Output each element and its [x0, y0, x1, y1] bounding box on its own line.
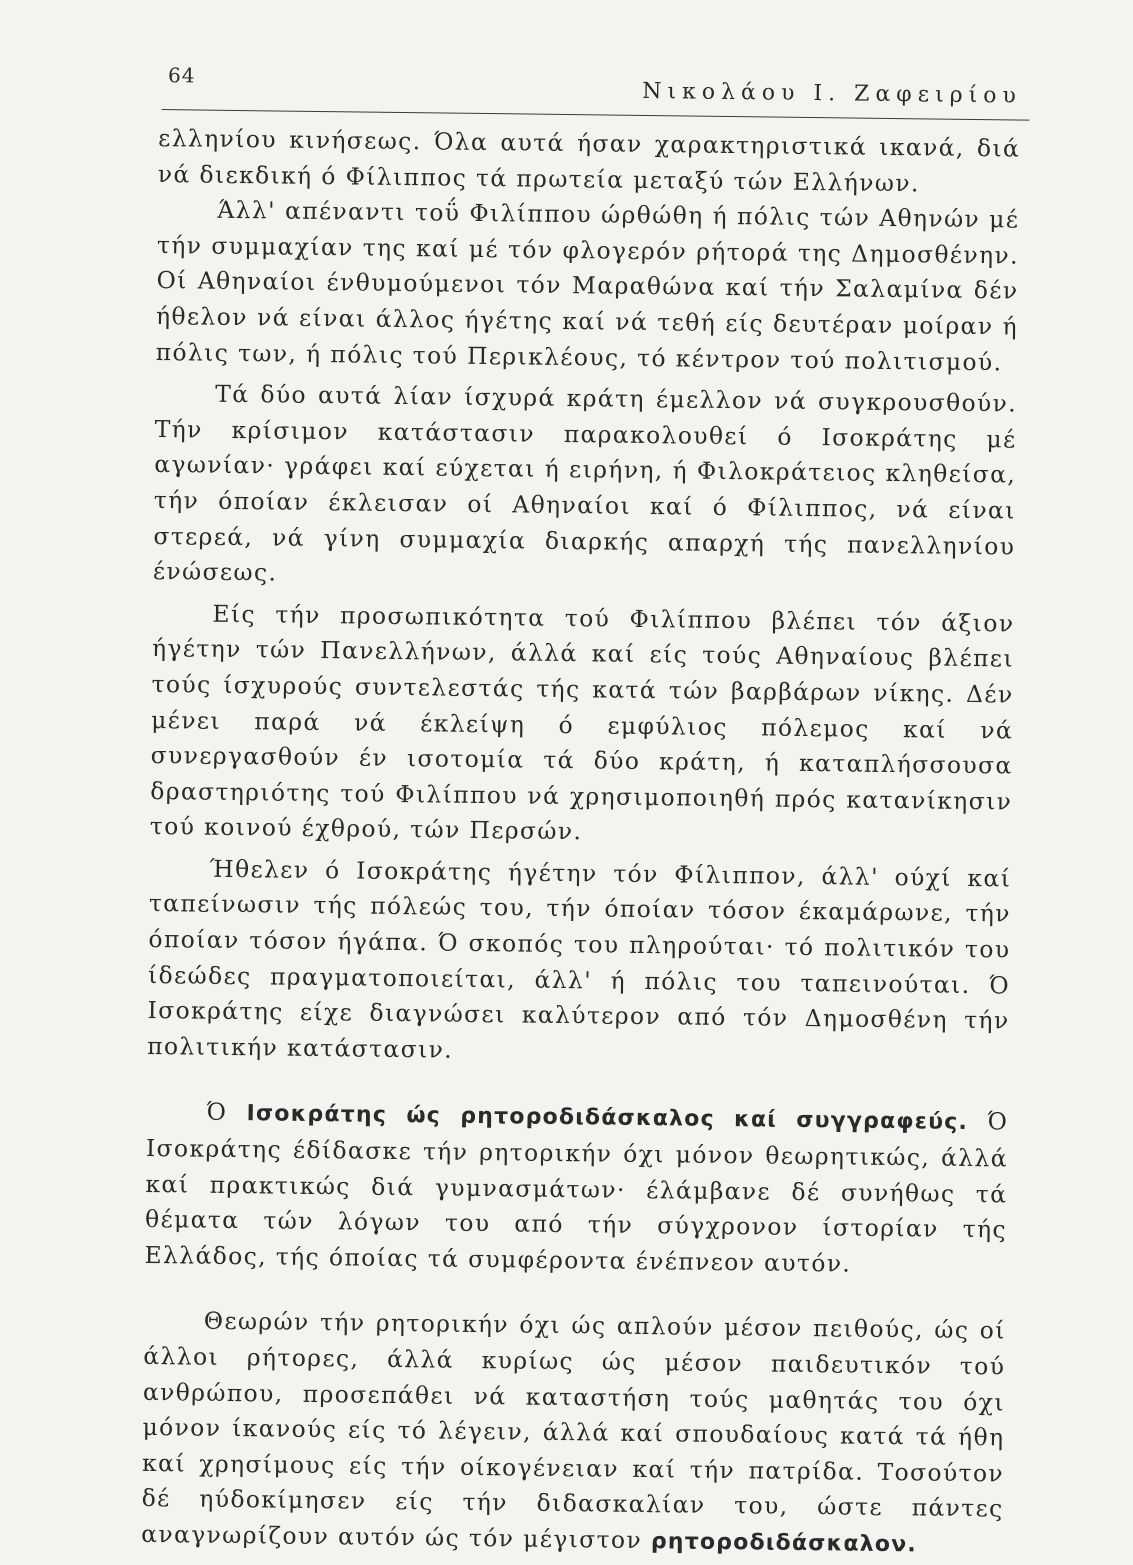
section-paragraph [144, 1094, 1008, 1283]
paragraph-isocrates-goal: Ήθελεν ό Ισοκράτης ήγέτην τόν Φίλιππον, άλλ' ούχί καί ταπείνωσιν τής πόλεώς του, τήν όποίαν τόσον έκαμάρωνε, τήν όποίαν τόσον ήγάπα. Ό σκοπός του πληρούται· τό πολιτικόν του ίδεώδες πραγματοποιείται, άλλ' ή πόλις του ταπεινούται. Ό Ισοκράτης είχε διαγνώσει καλύτερον από τόν Δημοσθένη τήν πολιτικήν κατάστασιν. [147, 854, 1012, 1064]
section-prefix: Ό [206, 1098, 247, 1127]
section-text: Ό Ισοκράτης έδίδασκε τήν ρητορικήν όχι μόνον θεωρητικώς, άλλά καί πρακτικώς διά γυμνασμάτων· έλάμβανε δέ συνήθως τά θέματα τών λόγων του από τήν σύγχρονον ίστορίαν τής Ελλάδος, τής όποίας τά συμφέροντα ένέπνεον αυτόν. [144, 1107, 1009, 1278]
header-rule [162, 109, 1030, 121]
final-paragraph [141, 1303, 1006, 1564]
page-header [162, 63, 1031, 124]
paragraph-philip: Είς τήν προσωπικότητα τού Φιλίππου βλέπει τόν άξιον ήγέτην τών Πανελλήνων, άλλά καί είς τούς Αθηναίους βλέπει τούς ίσχυρούς συντελεστάς τής κατά τών βαρβάρων νίκης. Δέν μένει παρά νά έκλείψη ό εμφύλιος πόλεμος καί νά συνεργασθούν έν ισοτομία τά δύο κράτη, ή καταπλήσσουσα δραστηριότης τού Φιλίππου νά χρησιμοποιηθή πρός κατανίκησιν τού κοινού έχθρού, τών Περσών. [149, 599, 1015, 846]
paragraph-athens: Άλλ' απέναντι τοΰ Φιλίππου ώρθώθη ή πόλις τών Αθηνών μέ τήν συμμαχίαν της καί μέ τόν φλογερόν ρήτορά της Δημοσθένην. Οί Αθηναίοι ένθυμούμενοι τόν Μαραθώνα καί τήν Σαλαμίνα δέν ήθελον νά είναι άλλος ήγέτης καί νά τεθή είς δευτέραν μοίραν ή πόλις των, ή πόλις τού Περικλέους, τό κέντρον τού πολιτισμού. [155, 195, 1020, 376]
page-body [141, 121, 1020, 1564]
paragraph-continued: ελληνίου κινήσεως. Όλα αυτά ήσαν χαρακτηριστικά ικανά, διά νά διεκδική ό Φίλιππος τά πρωτεία μεταξύ τών Ελλήνων. [157, 124, 1021, 197]
section-heading: Ισοκράτης ώς ρητοροδιδάσκαλος καί συγγραφεύς. [246, 1101, 969, 1136]
final-emphasis: ρητοροδιδάσκαλον. [650, 1529, 918, 1558]
paragraph-conflict: Τά δύο αυτά λίαν ίσχυρά κράτη έμελλον νά συγκρουσθούν. Τήν κρίσιμον κατάστασιν παρακολουθεί ό Ισοκράτης μέ αγωνίαν· γράφει καί εύχεται ή ειρήνη, ή Φιλοκράτειος κληθείσα, τήν όποίαν έκλεισαν οί Αθηναίοι καί ό Φίλιππος, νά είναι στερεά, νά γίνη συμμαχία διαρκής απαρχή τής πανελληνίου ένώσεως. [152, 379, 1018, 587]
running-head: Νικολάου Ι. Ζαφειρίου [642, 78, 1023, 109]
page-number: 64 [167, 63, 196, 88]
final-text: Θεωρών τήν ρητορικήν όχι ώς απλούν μέσον πειθούς, ώς οί άλλοι ρήτορες, άλλά κυρίως ώς μέσον παιδευτικόν τού ανθρώπου, προσεπάθει νά καταστήση τούς μαθητάς του όχι μόνον ίκανούς είς τό λέγειν, άλλά καί σπουδαίους κατά τά ήθη καί χρησίμους είς τήν οίκογένειαν καί τήν πατρίδα. Τοσούτον δέ ηύδοκίμησεν είς τήν διδασκαλίαν του, ώστε πάντες αναγνωρίζουν αυτόν ώς τόν μέγιστον [141, 1307, 1006, 1555]
